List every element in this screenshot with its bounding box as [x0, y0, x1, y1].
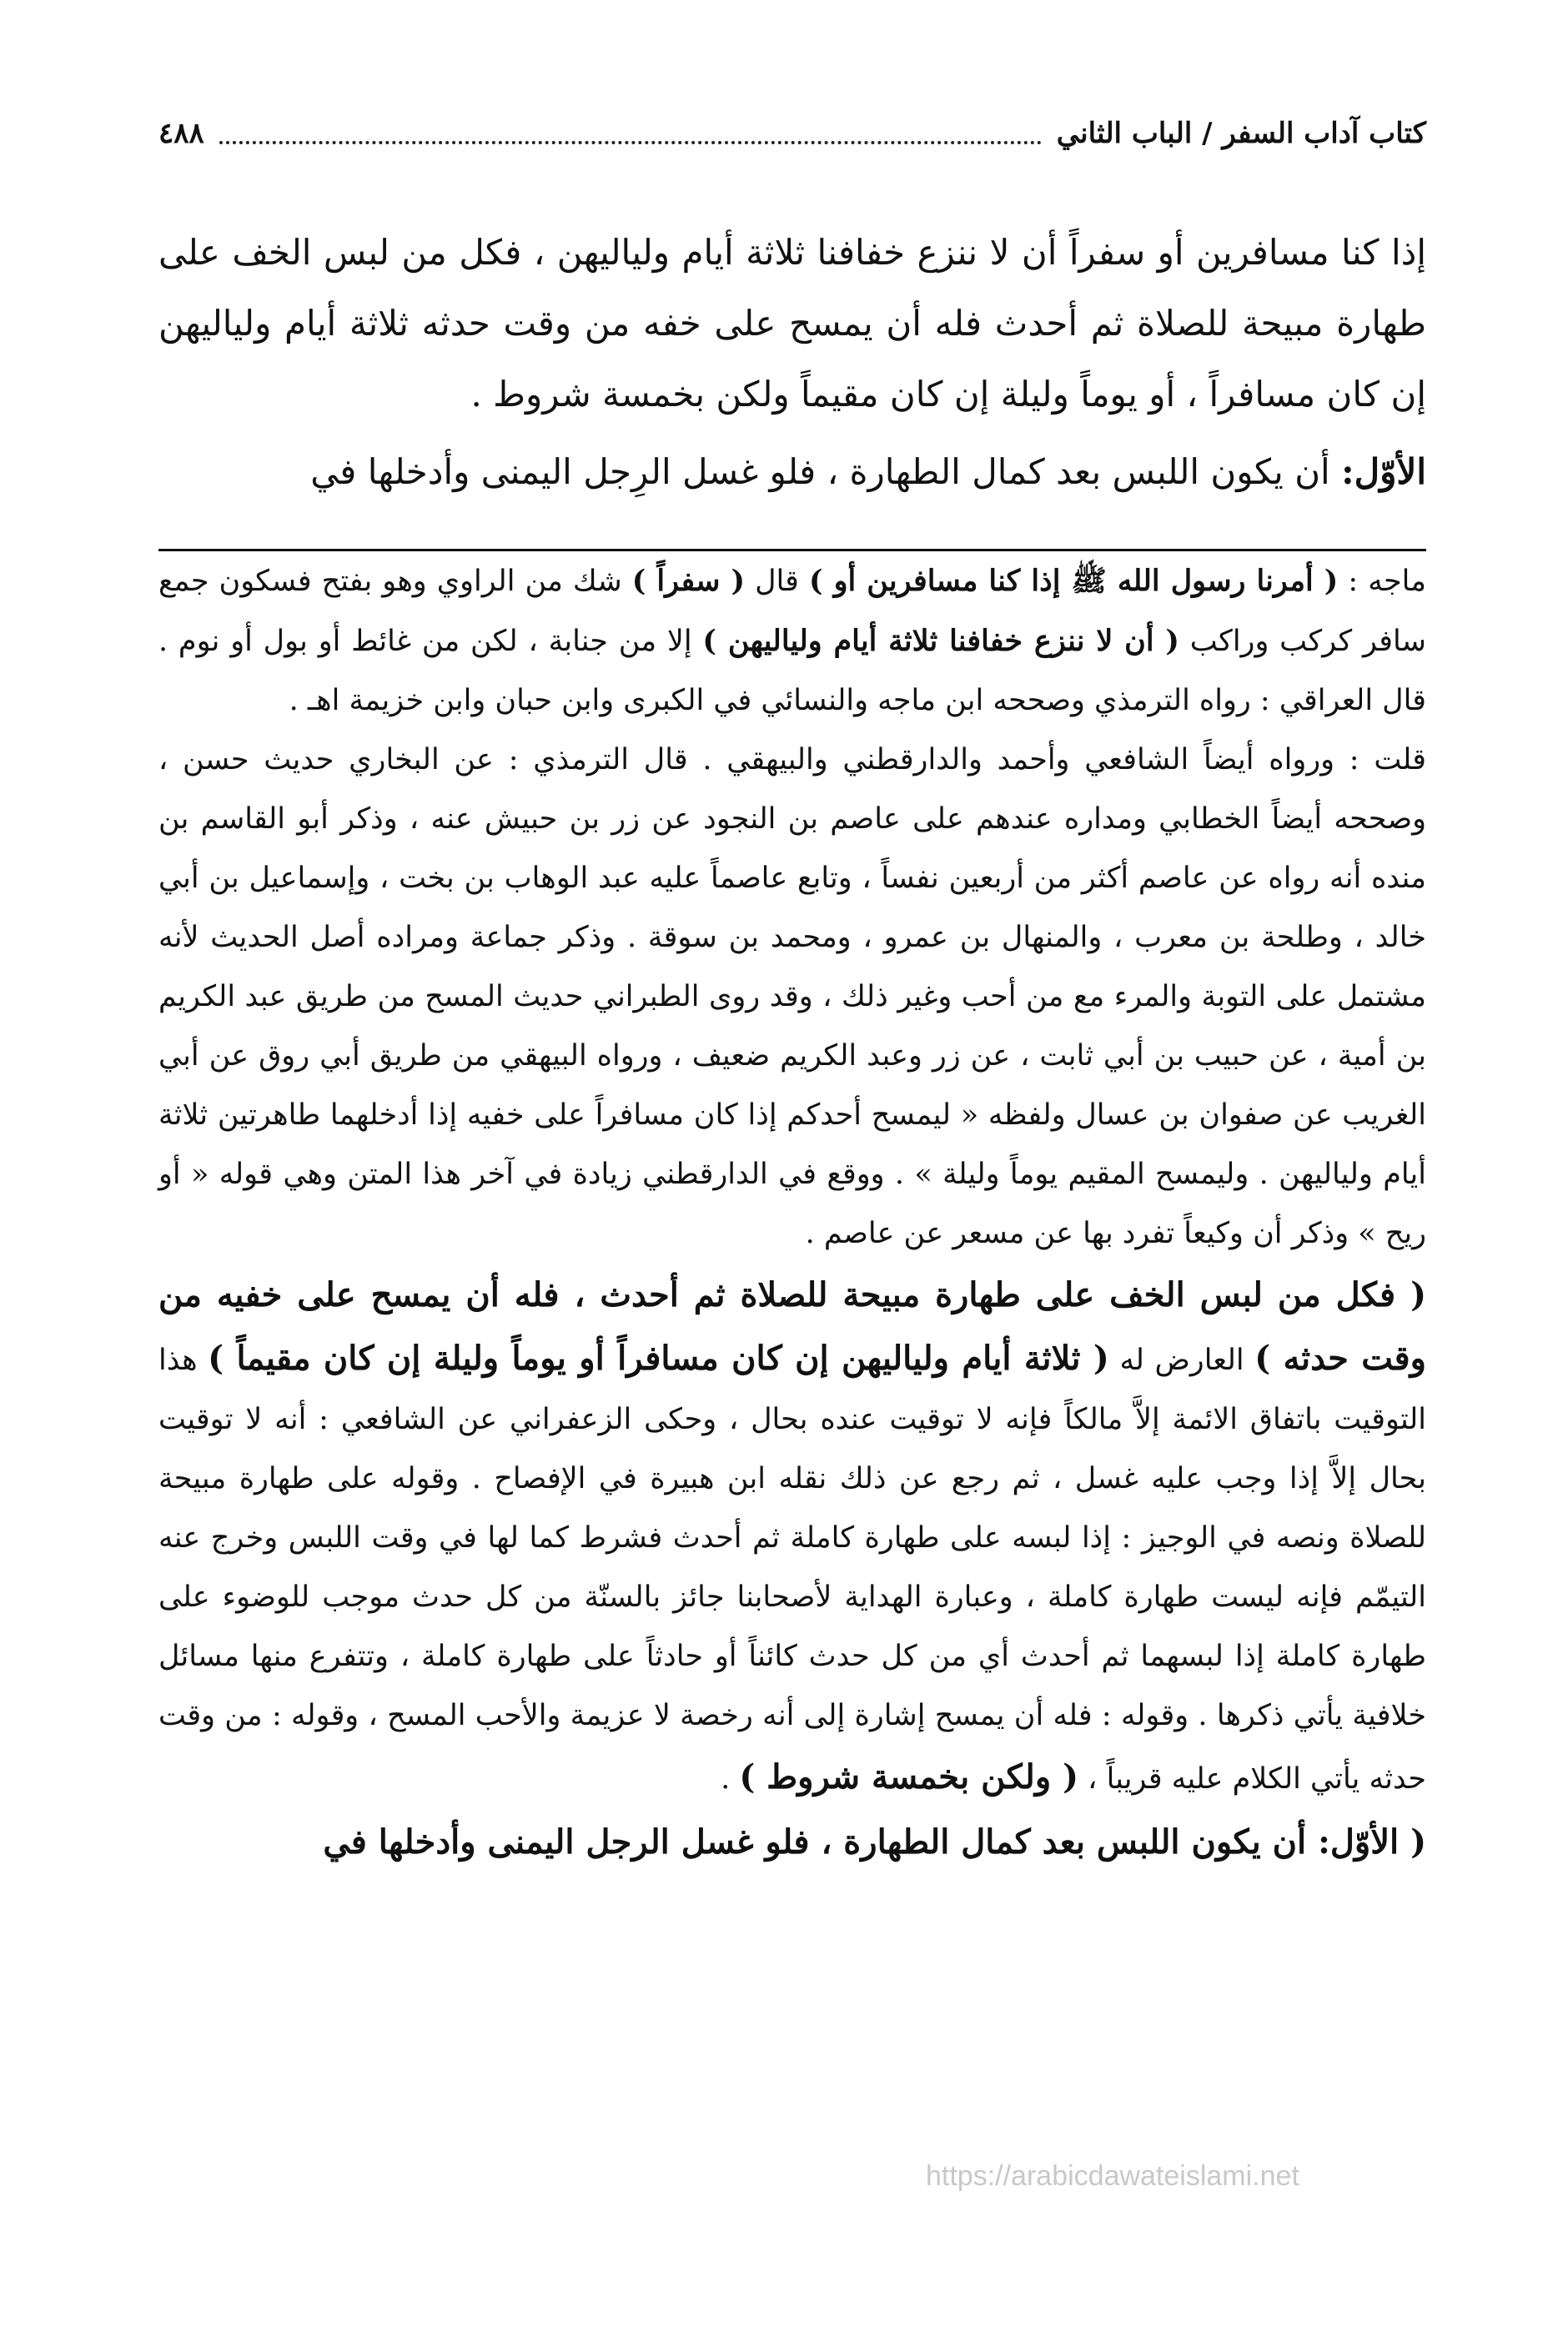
main-paragraph: إذا كنا مسافرين أو سفراً أن لا ننزع خفافنا ثلاثة أيام ولياليهن ، فكل من لبس الخف على طهارة مبيحة للصلاة ثم أحدث فله أن يمسح على خفه من وقت حدثه ثلاثة أيام ولياليهن إن كان مسافراً ، أو يوماً وليلة إن كان مقيماً ولكن بخمسة شروط . — [158, 232, 1426, 415]
intro-prefix: ماجه : — [1338, 565, 1427, 598]
commentary-section — [158, 1264, 1426, 1809]
intro-mid-2: شك من الراوي وهو بفتح فسكون جمع سافر كركب وراكب — [158, 565, 1426, 658]
commentary — [158, 551, 1426, 1876]
main-text — [158, 217, 1426, 507]
intro-rest: إلا من جنابة ، لكن من غائط أو بول أو نوم . قال العراقي : رواه الترمذي وصححه ابن ماجه والنسائي في الكبرى وابن حبان وابن خزيمة اهـ . — [158, 625, 1426, 717]
section-mid: العارض له — [1108, 1344, 1255, 1377]
page-number: ٤٨٨ — [158, 117, 204, 150]
commentary-final-line: ( الأوّل: أن يكون اللبس بعد كمال الطهارة ، فلو غسل الرجل اليمنى وأدخلها في — [323, 1822, 1426, 1862]
intro-quote-2: ( سفراً ) — [631, 564, 746, 598]
section-end: . — [721, 1762, 740, 1796]
intro-quote-3: ( أن لا ننزع خفافنا ثلاثة أيام ولياليهن ) — [702, 624, 1179, 658]
main-first-condition — [158, 436, 1426, 507]
section-lead-2: ( ثلاثة أيام ولياليهن إن كان مسافراً أو يوماً وليلة إن كان مقيماً ) — [208, 1339, 1109, 1378]
first-condition-text: أن يكون اللبس بعد كمال الطهارة ، فلو غسل الرِجل اليمنى وأدخلها في — [310, 451, 1342, 492]
intro-quote-1: ( أمرنا رسول الله ﷺ إذا كنا مسافرين أو ) — [808, 564, 1339, 598]
leader-dots — [219, 136, 1042, 144]
commentary-qult: قلت : ورواه أيضاً الشافعي وأحمد والدارقطني والبيهقي . قال الترمذي : عن البخاري حديث حسن ، وصححه أيضاً الخطابي ومداره عندهم على عاصم بن النجود عن زر بن حبيش عنه ، وذكر أبو القاسم بن منده أنه رواه عن عاصم أكثر من أربعين نفساً ، وتابع عاصماً عليه عبد الوهاب بن بخت ، وإسماعيل بن أبي خالد ، وطلحة بن معرب ، والمنهال بن عمرو ، ومحمد بن سوقة . وذكر جماعة ومراده أصل الحديث لأنه مشتمل على التوبة والمرء مع من أحب وغير ذلك ، وقد روى الطبراني حديث المسح من طريق عبد الكريم بن أمية ، عن حبيب بن أبي ثابت ، عن زر وعبد الكريم ضعيف ، ورواه البيهقي من طريق أبي روق عن أبي الغريب عن صفوان بن عسال ولفظه « ليمسح أحدكم إذا كان مسافراً على خفيه إذا أدخلهما طاهرتين ثلاثة أيام ولياليهن . وليمسح المقيم يوماً وليلة » . ووقع في الدارقطني زيادة في آخر هذا المتن وهي قوله « أو ريح » وذكر أن وكيعاً تفرد بها عن مسعر عن عاصم . — [158, 743, 1426, 1250]
running-title: كتاب آداب السفر / الباب الثاني — [1056, 117, 1426, 150]
page-header — [158, 108, 1426, 158]
book-page — [158, 108, 1426, 1876]
section-tail: ( ولكن بخمسة شروط ) — [739, 1757, 1079, 1797]
section-lead-1: ( فكل من لبس الخف على طهارة مبيحة للصلاة ثم أحدث ، فله أن يمسح على خفيه من وقت حدثه ) — [158, 1275, 1427, 1378]
first-condition-label: الأوّل: — [1341, 451, 1426, 492]
intro-mid-1: قال — [745, 565, 809, 598]
commentary-intro — [158, 551, 1426, 731]
watermark: https://arabicdawateislami.net — [926, 2160, 1299, 2192]
section-body: هذا التوقيت باتفاق الائمة إلاَّ مالكاً فإنه لا توقيت عنده بحال ، وحكى الزعفراني عن الشافعي : أنه لا توقيت بحال إلاَّ إذا وجب عليه غسل ، ثم رجع عن ذلك نقله ابن هبيرة في الإفصاح . وقوله على طهارة مبيحة للصلاة ونصه في الوجيز : إذا لبسه على طهارة كاملة ثم أحدث فشرط كما لها في وقت اللبس وخرج عنه التيمّم فإنه ليست طهارة كاملة ، وعبارة الهداية لأصحابنا جائز بالسنّة من كل حدث موجب للوضوء على طهارة كاملة إذا لبسهما ثم أحدث أي من كل حدث كائناً أو حادثاً على طهارة كاملة ، وتتفرع منها مسائل خلافية يأتي ذكرها . وقوله : فله أن يمسح إشارة إلى أنه رخصة لا عزيمة والأحب المسح ، وقوله : من وقت حدثه يأتي الكلام عليه قريباً ، — [158, 1344, 1426, 1796]
